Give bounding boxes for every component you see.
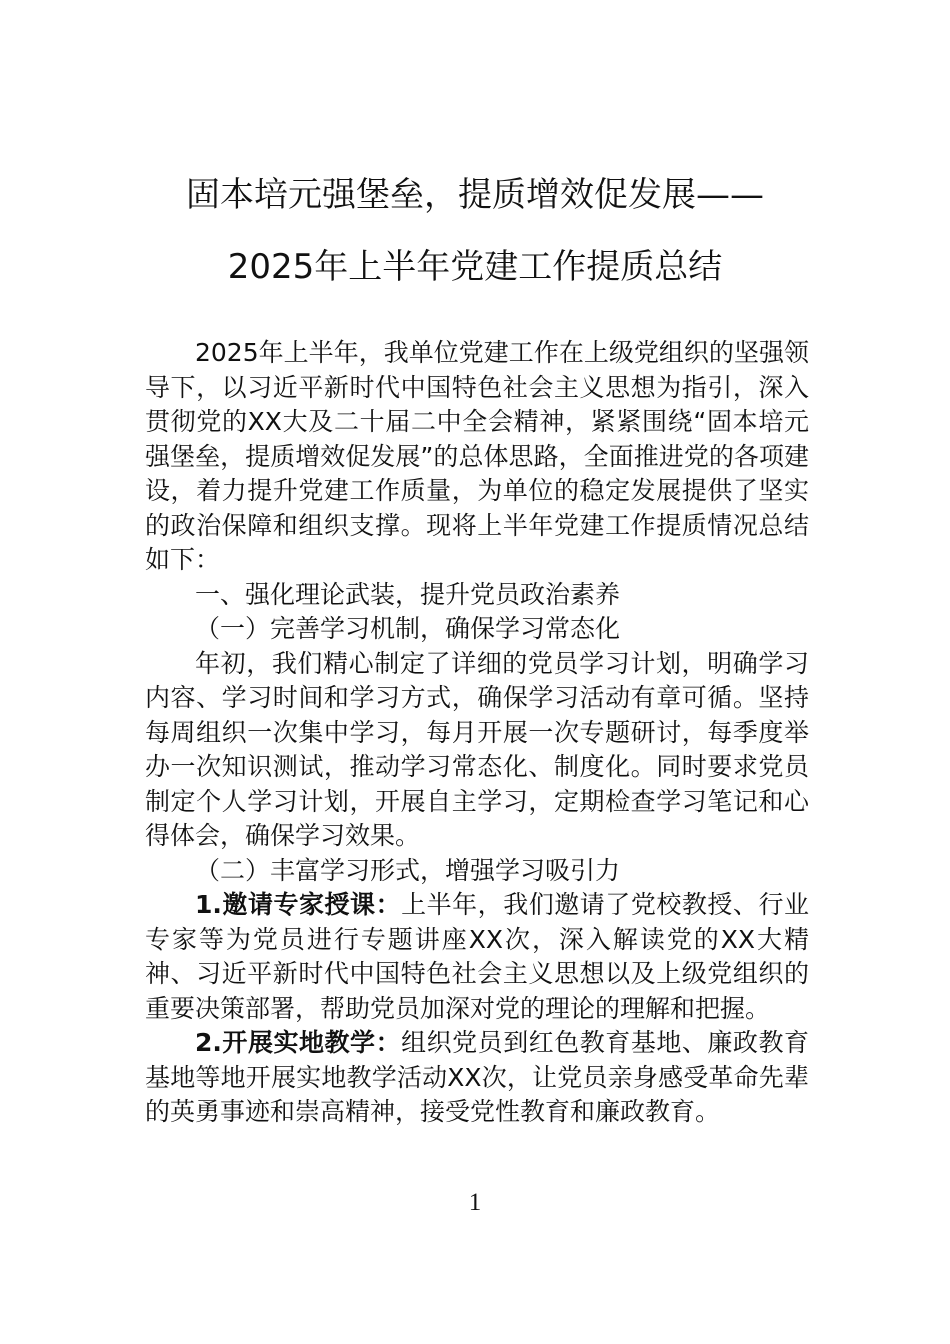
item-text-1: 上半年，我们邀请了党校教授、行业专家等为党员进行专题讲座XX次，深入解读党的XX大精神、习近平新时代中国特色社会主义思想以及上级党组织的重要决策部署，帮助党员加深对党的理论的理解和把握。 [145, 890, 809, 1023]
document-body [145, 336, 809, 1130]
document-title-line-2: 2025年上半年党建工作提质总结 [227, 247, 723, 287]
paragraph-study-plan: 年初，我们精心制定了详细的党员学习计划，明确学习内容、学习时间和学习方式，确保学习活动有章可循。坚持每周组织一次集中学习，每月开展一次专题研讨，每季度举办一次知识测试，推动学习常态化、制度化。同时要求党员制定个人学习计划，开展自主学习，定期检查学习笔记和心得体会，确保学习效果。 [145, 648, 809, 850]
paragraph-field-teaching [145, 1026, 809, 1130]
item-text-2: 组织党员到红色教育基地、廉政教育基地等地开展实地教学活动XX次，让党员亲身感受革命先辈的英勇事迹和崇高精神，接受党性教育和廉政教育。 [145, 1028, 809, 1126]
intro-paragraph: 2025年上半年，我单位党建工作在上级党组织的坚强领导下，以习近平新时代中国特色社会主义思想为指引，深入贯彻党的XX大及二十届二中全会精神，紧紧围绕“固本培元强堡垒，提质增效促发展”的总体思路，全面推进党的各项建设，着力提升党建工作质量，为单位的稳定发展提供了坚实的政治保障和组织支撑。现将上半年党建工作提质情况总结如下： [145, 338, 809, 574]
document-title-line-1: 固本培元强堡垒，提质增效促发展—— [186, 175, 764, 215]
item-lead-2: 2.开展实地教学： [195, 1028, 402, 1057]
subsection-heading-1: （一）完善学习机制，确保学习常态化 [195, 614, 621, 643]
item-lead-1: 1.邀请专家授课： [195, 890, 402, 919]
section-heading-1: 一、强化理论武装，提升党员政治素养 [195, 579, 621, 609]
paragraph-expert-lectures [145, 888, 809, 1026]
page-number: 1 [468, 1189, 482, 1216]
subsection-heading-2: （二）丰富学习形式，增强学习吸引力 [195, 855, 621, 885]
